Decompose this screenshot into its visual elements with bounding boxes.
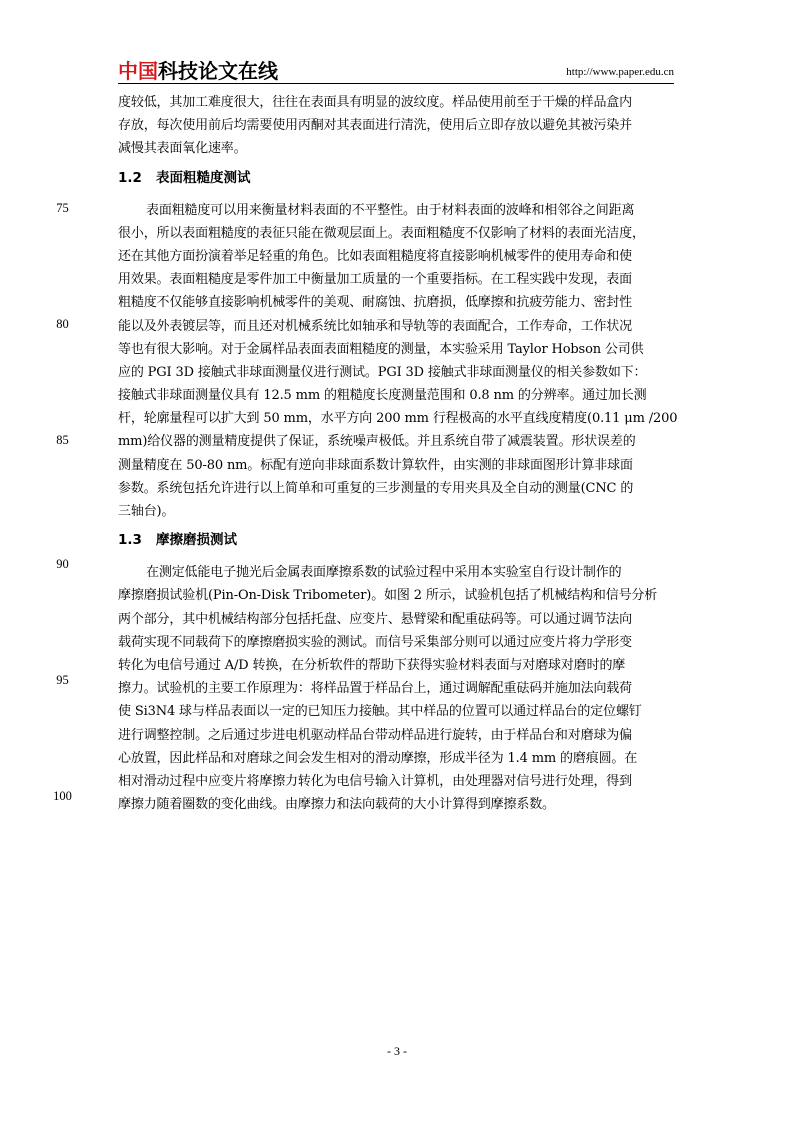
text-line: 能以及外表镀层等，而且还对机械系统比如轴承和导轨等的表面配合，工作寿命，工作状况 <box>118 318 633 334</box>
text-line: 存放，每次使用前后均需要使用丙酮对其表面进行清洗，使用后立即存放以避免其被污染并 <box>118 118 633 134</box>
text-line: 心放置，因此样品和对磨球之间会发生相对的滑动摩擦，形成半径为 1.4 mm 的磨痕圆。在 <box>118 750 638 766</box>
text-line: 很小，所以表面粗糙度的表征只能在微观层面上。表面粗糙度不仅影响了材料的表面光洁度， <box>118 225 645 241</box>
paragraph-2 <box>118 199 678 524</box>
text-line: mm)给仪器的测量精度提供了保证，系统噪声极低。并且系统自带了减震装置。形状误差的 <box>118 434 636 450</box>
logo-red-text: 中国 <box>118 59 158 83</box>
text-line: 摩擦磨损试验机(Pin-On-Disk Tribometer)。如图 2 所示，试验机包括了机械结构和信号分析 <box>118 588 658 604</box>
line-number: 100 <box>53 789 72 803</box>
main-content <box>118 91 678 816</box>
logo-black-text: 科技论文在线 <box>158 59 278 83</box>
line-number: 95 <box>56 673 69 687</box>
text-line: 等也有很大影响。对于金属样品表面表面粗糙度的测量，本实验采用 Taylor Hobson 公司供 <box>118 341 644 357</box>
text-line: 还在其他方面扮演着举足轻重的角色。比如表面粗糙度将直接影响机械零件的使用寿命和使 <box>118 248 633 264</box>
section-number: 1.2 <box>118 169 142 186</box>
text-line: 表面粗糙度可以用来衡量材料表面的不平整性。由于材料表面的波峰和相邻谷之间距离 <box>146 202 635 218</box>
section-number: 1.3 <box>118 532 142 549</box>
header-rule <box>118 83 674 84</box>
text-line: 两个部分，其中机械结构部分包括托盘、应变片、悬臂梁和配重砝码等。可以通过调节法向 <box>118 611 633 627</box>
text-line: 载荷实现不同载荷下的摩擦磨损实验的测试。而信号采集部分则可以通过应变片将力学形变 <box>118 634 633 650</box>
text-line: 摩擦力随着圈数的变化曲线。由摩擦力和法向载荷的大小计算得到摩擦系数。 <box>118 797 555 813</box>
line-number: 85 <box>56 433 69 447</box>
text-line: 减慢其表面氧化速率。 <box>118 141 247 157</box>
text-line: 进行调整控制。之后通过步进电机驱动样品台带动样品进行旋转，由于样品台和对磨球为偏 <box>118 727 633 743</box>
text-line: 接触式非球面测量仪具有 12.5 mm 的粗糙度长度测量范围和 0.8 nm 的分辨率。通过加长测 <box>118 388 647 404</box>
page-number: - 3 - <box>387 1044 407 1058</box>
section-title: 摩擦磨损测试 <box>156 532 237 549</box>
line-number: 90 <box>56 557 69 571</box>
text-line: 应的 PGI 3D 接触式非球面测量仪进行测试。PGI 3D 接触式非球面测量仪的相关参数如下： <box>118 364 647 380</box>
section-title: 表面粗糙度测试 <box>156 169 251 186</box>
text-line: 三轴台)。 <box>118 504 175 519</box>
line-number: 75 <box>56 201 69 215</box>
text-line: 擦力。试验机的主要工作原理为：将样品置于样品台上，通过调解配重砝码并施加法向载荷 <box>118 681 633 697</box>
text-line: 杆，轮廓量程可以扩大到 50 mm，水平方向 200 mm 行程极高的水平直线度精度(0.11 μm /200 <box>118 411 678 427</box>
line-number: 80 <box>56 317 69 331</box>
text-line: 粗糙度不仅能够直接影响机械零件的美观、耐腐蚀、抗磨损，低摩擦和抗疲劳能力、密封性 <box>118 295 633 311</box>
section-heading-1-3 <box>118 529 678 553</box>
text-line: 转化为电信号通过 A/D 转换，在分析软件的帮助下获得实验材料表面与对磨球对磨时的摩 <box>118 657 626 673</box>
text-line: 用效果。表面粗糙度是零件加工中衡量加工质量的一个重要指标。在工程实践中发现，表面 <box>118 272 633 288</box>
text-line: 参数。系统包括允许进行以上简单和可重复的三步测量的专用夹具及全自动的测量(CNC 的 <box>118 480 634 496</box>
text-line: 在测定低能电子抛光后金属表面摩擦系数的试验过程中采用本实验室自行设计制作的 <box>146 565 622 581</box>
journal-logo <box>118 58 278 84</box>
text-line: 使 Si3N4 球与样品表面以一定的已知压力接触。其中样品的位置可以通过样品台的定位螺钉 <box>118 704 642 720</box>
header-url[interactable]: http://www.paper.edu.cn <box>566 66 674 78</box>
paragraph-1 <box>118 91 678 161</box>
page-header <box>118 58 674 84</box>
text-line: 度较低，其加工难度很大，往往在表面具有明显的波纹度。样品使用前至于干燥的样品盒内 <box>118 95 633 110</box>
text-line: 测量精度在 50-80 nm。标配有逆向非球面系数计算软件，由实测的非球面图形计算非球面 <box>118 457 633 473</box>
paragraph-3 <box>118 561 678 816</box>
text-line: 相对滑动过程中应变片将摩擦力转化为电信号输入计算机，由处理器对信号进行处理，得到 <box>118 773 633 789</box>
section-heading-1-2 <box>118 167 678 191</box>
